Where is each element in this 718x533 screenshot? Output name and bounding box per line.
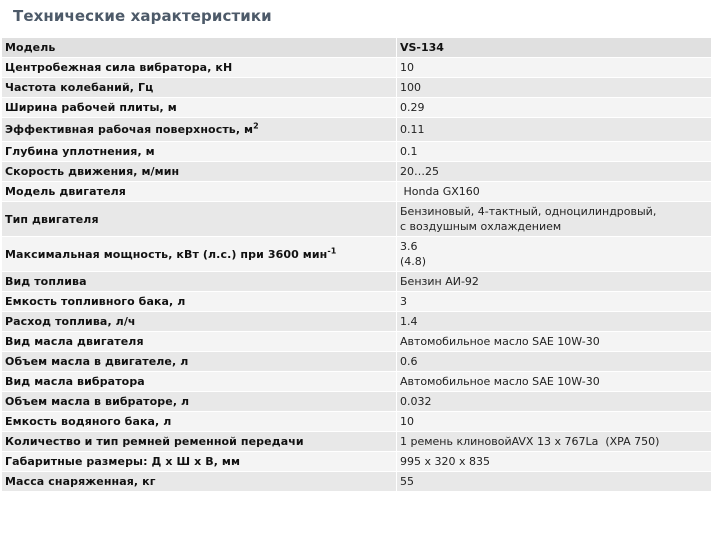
table-row bbox=[2, 202, 712, 237]
row-value: 1.4 bbox=[397, 312, 712, 332]
table-row bbox=[2, 182, 712, 202]
row-label: Габаритные размеры: Д x Ш x В, мм bbox=[2, 452, 397, 472]
table-row bbox=[2, 352, 712, 372]
row-value-line: 3.6 bbox=[400, 240, 418, 253]
row-value: Автомобильное масло SAE 10W-30 bbox=[397, 372, 712, 392]
row-label: Емкость топливного бака, л bbox=[2, 292, 397, 312]
row-value: Бензин АИ-92 bbox=[397, 272, 712, 292]
row-label: Масса снаряженная, кг bbox=[2, 472, 397, 492]
table-row bbox=[2, 292, 712, 312]
table-row bbox=[2, 162, 712, 182]
table-row bbox=[2, 392, 712, 412]
table-header-row bbox=[2, 38, 712, 58]
table-row bbox=[2, 118, 712, 142]
table-row bbox=[2, 372, 712, 392]
table-row bbox=[2, 452, 712, 472]
row-label: Количество и тип ремней ременной передачи bbox=[2, 432, 397, 452]
header-value: VS-134 bbox=[397, 38, 712, 58]
row-value: 20…25 bbox=[397, 162, 712, 182]
row-value: 1 ремень клиновойAVX 13 x 767La (XPA 750) bbox=[397, 432, 712, 452]
table-row bbox=[2, 332, 712, 352]
row-value: Honda GX160 bbox=[397, 182, 712, 202]
row-value: 0.11 bbox=[397, 118, 712, 142]
row-value: Автомобильное масло SAE 10W-30 bbox=[397, 332, 712, 352]
row-label: Емкость водяного бака, л bbox=[2, 412, 397, 432]
row-label: Модель двигателя bbox=[2, 182, 397, 202]
row-value: 0.29 bbox=[397, 98, 712, 118]
row-value: 55 bbox=[397, 472, 712, 492]
table-row bbox=[2, 432, 712, 452]
row-label: Объем масла в двигателе, л bbox=[2, 352, 397, 372]
header-label: Модель bbox=[2, 38, 397, 58]
row-label: Расход топлива, л/ч bbox=[2, 312, 397, 332]
row-value: 100 bbox=[397, 78, 712, 98]
table-row bbox=[2, 312, 712, 332]
row-label: Объем масла в вибраторе, л bbox=[2, 392, 397, 412]
row-value: 0.1 bbox=[397, 142, 712, 162]
row-value: 0.032 bbox=[397, 392, 712, 412]
row-value: 3 bbox=[397, 292, 712, 312]
row-label: Скорость движения, м/мин bbox=[2, 162, 397, 182]
row-value-line: с воздушным охлаждением bbox=[400, 220, 562, 233]
table-row bbox=[2, 272, 712, 292]
row-label: Вид масла вибратора bbox=[2, 372, 397, 392]
table-row bbox=[2, 472, 712, 492]
table-row bbox=[2, 412, 712, 432]
row-label bbox=[2, 118, 397, 142]
row-value: 995 x 320 x 835 bbox=[397, 452, 712, 472]
row-value: 10 bbox=[397, 412, 712, 432]
row-label: Ширина рабочей плиты, м bbox=[2, 98, 397, 118]
row-label-sup: -1 bbox=[327, 245, 337, 255]
row-label-text: Эффективная рабочая поверхность, м bbox=[5, 123, 254, 136]
page-title: Технические характеристики bbox=[13, 7, 272, 25]
row-label: Вид масла двигателя bbox=[2, 332, 397, 352]
row-label: Тип двигателя bbox=[2, 202, 397, 237]
row-value: 0.6 bbox=[397, 352, 712, 372]
row-label: Вид топлива bbox=[2, 272, 397, 292]
specs-table bbox=[1, 37, 712, 492]
table-row bbox=[2, 237, 712, 272]
row-value bbox=[397, 202, 712, 237]
row-value-line: Бензиновый, 4-тактный, одноцилиндровый, bbox=[400, 205, 657, 218]
table-row bbox=[2, 98, 712, 118]
row-label: Глубина уплотнения, м bbox=[2, 142, 397, 162]
row-value bbox=[397, 237, 712, 272]
row-label: Частота колебаний, Гц bbox=[2, 78, 397, 98]
row-label: Центробежная сила вибратора, кН bbox=[2, 58, 397, 78]
row-label-text: Максимальная мощность, кВт (л.с.) при 3600 мин bbox=[5, 247, 328, 261]
row-value-line: (4.8) bbox=[400, 255, 427, 268]
table-row bbox=[2, 78, 712, 98]
table-row bbox=[2, 142, 712, 162]
table-row bbox=[2, 58, 712, 78]
row-label bbox=[2, 237, 397, 272]
row-label-sup: 2 bbox=[253, 121, 259, 131]
row-value: 10 bbox=[397, 58, 712, 78]
